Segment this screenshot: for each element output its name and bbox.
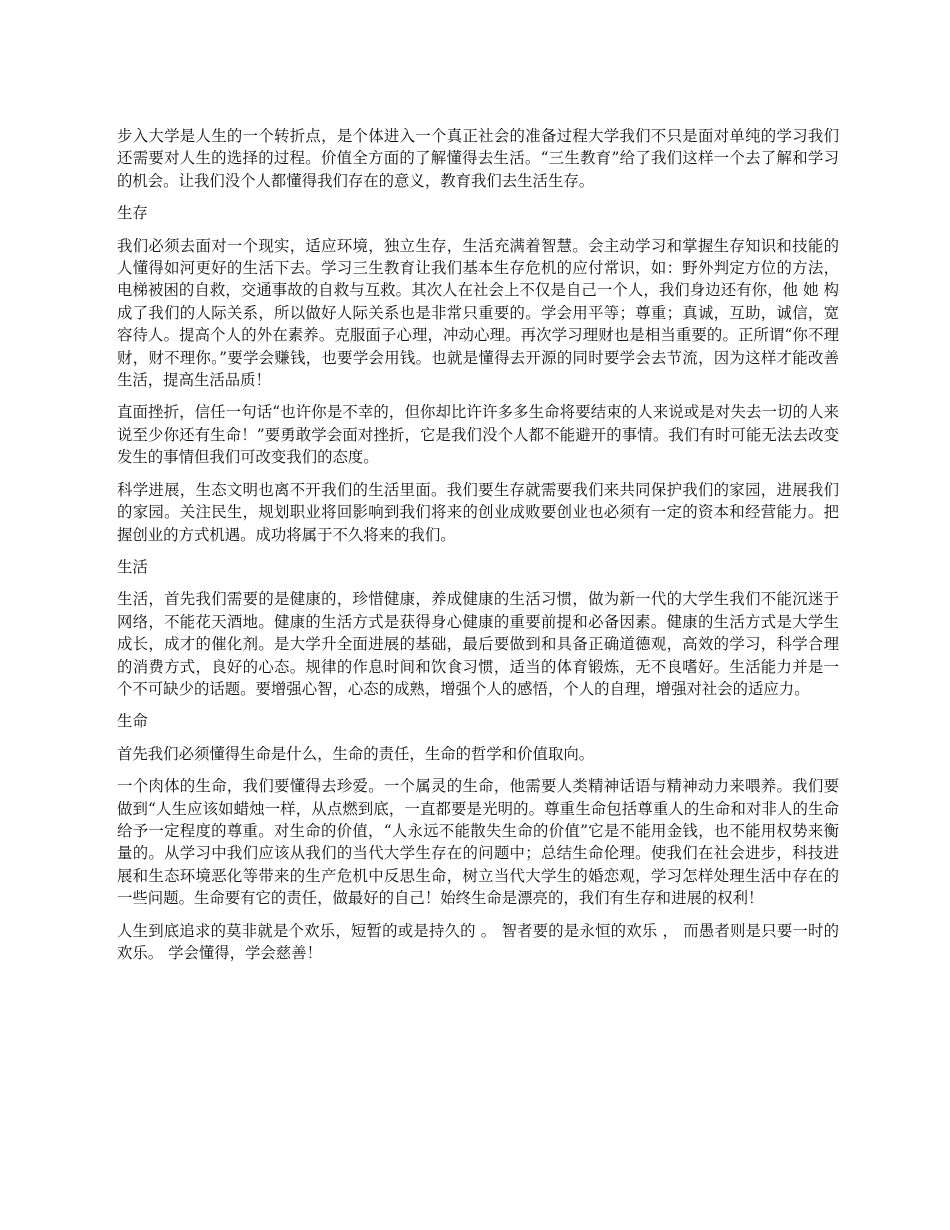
vitality-paragraph-1: 首先我们必须懂得生命是什么，生命的责任，生命的哲学和价值取向。: [117, 744, 595, 763]
vitality-paragraph-2: 一个肉体的生命，我们要懂得去珍爱。一个属灵的生命，他需要人类精神话语与精神动力来喂养。我们要做到“人生应该如蜡烛一样，从点燃到底，一直都要是光明的。尊重生命包括尊重人的生命和对非人的生命给予一定程度的尊重。对生命的价值，“人永远不能散失生命的价值”它是不能用金钱，也不能用权势来衡量的。从学习中我们应该从我们的当代大学生存在的问题中；总结生命伦理。使我们在社会进步，科技进展和生态环境恶化等带来的生产危机中反思生命，树立当代大学生的婚恋观，学习怎样处理生活中存在的一些问题。生命要有它的责任，做最好的自己！始终生命是漂亮的，我们有生存和进展的权利！: [117, 777, 839, 908]
survival-paragraph-2: 直面挫折，信任一句话“也许你是不幸的，但你却比许许多多生命将要结束的人来说或是对失去一切的人来说至少你还有生命！”要勇敢学会面对挫折，它是我们没个人都不能避开的事情。我们有时可能无法去改变发生的事情但我们可改变我们的态度。: [117, 403, 839, 467]
survival-paragraph-1: 我们必须去面对一个现实，适应环境，独立生存，生活充满着智慧。会主动学习和掌握生存知识和技能的人懂得如河更好的生活下去。学习三生教育让我们基本生存危机的应付常识，如：野外判定方位的方法，电梯被困的自救，交通事故的自救与互救。其次人在社会上不仅是自己一个人，我们身边还有你，他 她 构成了我们的人际关系，所以做好人际关系也是非常只重要的。学会用平等；尊重；真诚，互助，诚信，宽容待人。提高个人的外在素养。克服面子心理，冲动心理。再次学习理财也是相当重要的。正所谓“你不理财，财不理你。”要学会赚钱，也要学会用钱。也就是懂得去开源的同时要学会去节流，因为这样才能改善生活，提高生活品质！: [117, 236, 839, 390]
section-heading-vitality: 生命: [117, 712, 148, 731]
closing-paragraph: 人生到底追求的莫非就是个欢乐，短暂的或是持久的 。 智者要的是永恒的欢乐 ， 而愚者则是只要一时的欢乐。 学会懂得，学会慈善！: [117, 921, 839, 962]
section-heading-life: 生活: [117, 557, 148, 576]
section-heading-survival: 生存: [117, 204, 148, 223]
life-paragraph: 生活，首先我们需要的是健康的，珍惜健康，养成健康的生活习惯，做为新一代的大学生我们不能沉迷于网络，不能花天酒地。健康的生活方式是获得身心健康的重要前提和必备因素。健康的生活方式是大学生成长，成才的催化剂。是大学升全面进展的基础，最后要做到和具备正确道德观，高效的学习，科学合理的消费方式，良好的心态。规律的作息时间和饮食习惯，适当的体育锻炼，无不良嗜好。生活能力并是一个不可缺少的话题。要增强心智，心态的成熟，增强个人的感悟，个人的自理，增强对社会的适应力。: [117, 590, 839, 698]
survival-paragraph-3: 科学进展，生态文明也离不开我们的生活里面。我们要生存就需要我们来共同保护我们的家园，进展我们的家园。关注民生，规划职业将回影响到我们将来的创业成败要创业也必须有一定的资本和经营能力。把握创业的方式机遇。成功将属于不久将来的我们。: [117, 480, 839, 544]
document-body: [117, 125, 839, 974]
intro-paragraph: 步入大学是人生的一个转折点，是个体进入一个真正社会的准备过程大学我们不只是面对单纯的学习我们还需要对人生的选择的过程。价值全方面的了解懂得去生活。“三生教育”给了我们这样一个去了解和学习的机会。让我们没个人都懂得我们存在的意义，教育我们去生活生存。: [117, 127, 839, 190]
